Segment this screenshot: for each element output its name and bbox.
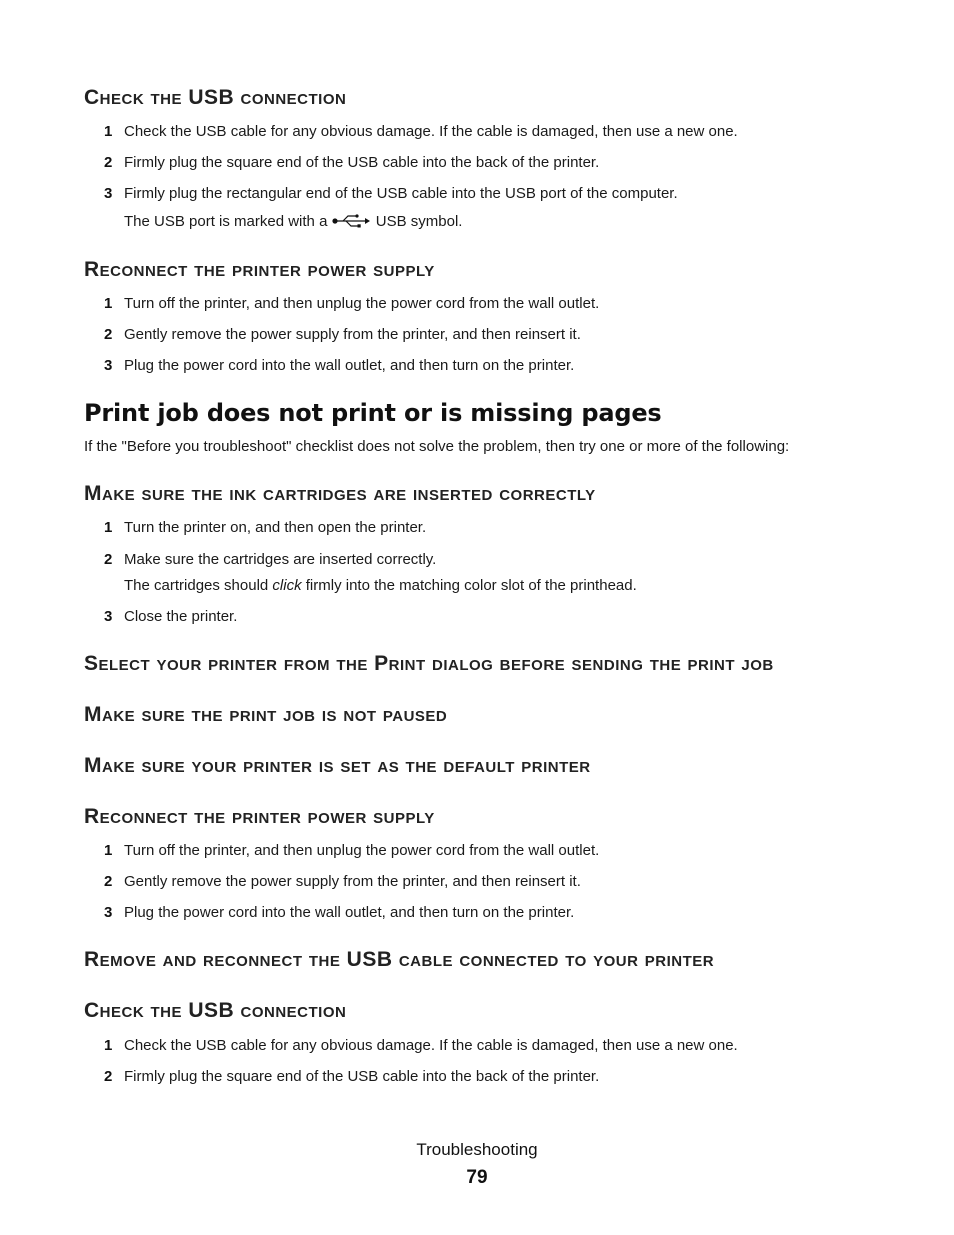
list-item: 2 Gently remove the power supply from the printer, and then reinsert it. <box>104 873 581 890</box>
list-item: 3 Firmly plug the rectangular end of the USB cable into the USB port of the computer. The USB port is marked with a USB symbol. <box>84 184 738 232</box>
page-number: 79 <box>466 1167 488 1188</box>
cartridge-note: The cartridges should click firmly into the matching color slot of the printhead. <box>124 577 637 594</box>
steps-check-usb <box>84 122 738 232</box>
steps-reconnect-power-2 <box>84 841 599 923</box>
list-item: 1 Check the USB cable for any obvious damage. If the cable is damaged, then use a new one. <box>104 1037 738 1054</box>
page-section-title: Print job does not print or is missing pages <box>84 399 662 427</box>
list-item: 2 Gently remove the power supply from the printer, and then reinsert it. <box>104 326 581 343</box>
list-item: 2 Firmly plug the square end of the USB cable into the back of the printer. <box>104 154 600 171</box>
heading-default-printer: Make sure your printer is set as the default printer <box>84 754 591 777</box>
list-item: 3 Plug the power cord into the wall outlet, and then turn on the printer. <box>104 904 575 921</box>
heading-check-usb-connection-2: Check the USB connection <box>84 999 347 1022</box>
list-item: 2 Firmly plug the square end of the USB cable into the back of the printer. <box>104 1068 600 1085</box>
list-item: 3 Plug the power cord into the wall outlet, and then turn on the printer. <box>104 357 575 374</box>
list-item: 1 Turn the printer on, and then open the printer. <box>104 519 427 536</box>
footer-section-name: Troubleshooting <box>416 1140 538 1159</box>
heading-check-usb-connection: Check the USB connection <box>84 86 347 109</box>
list-item: 2 Make sure the cartridges are inserted correctly. The cartridges should click firmly into the matching color slot of the printhead. <box>104 551 637 594</box>
list-item: 3 Close the printer. <box>104 608 238 625</box>
list-item: 1 Check the USB cable for any obvious damage. If the cable is damaged, then use a new one. <box>104 123 738 140</box>
list-item: 1 Turn off the printer, and then unplug the power cord from the wall outlet. <box>104 842 600 859</box>
heading-select-printer: Select your printer from the Print dialog before sending the print job <box>84 652 774 675</box>
steps-check-usb-2 <box>84 1036 738 1087</box>
heading-job-not-paused: Make sure the print job is not paused <box>84 703 448 726</box>
heading-remove-reconnect-usb: Remove and reconnect the USB cable connected to your printer <box>84 948 715 971</box>
usb-symbol-icon <box>332 214 372 228</box>
list-item: 1 Turn off the printer, and then unplug the power cord from the wall outlet. <box>104 295 600 312</box>
intro-paragraph: If the "Before you troubleshoot" checklist does not solve the problem, then try one or more of the following: <box>84 438 790 455</box>
heading-reconnect-power-supply: Reconnect the printer power supply <box>84 258 435 281</box>
steps-ink-cartridges <box>84 518 637 627</box>
heading-reconnect-power-supply-2: Reconnect the printer power supply <box>84 805 435 828</box>
steps-reconnect-power <box>84 294 599 376</box>
heading-ink-cartridges: Make sure the ink cartridges are inserted correctly <box>84 482 596 505</box>
usb-note: The USB port is marked with a USB symbol. <box>124 213 463 230</box>
